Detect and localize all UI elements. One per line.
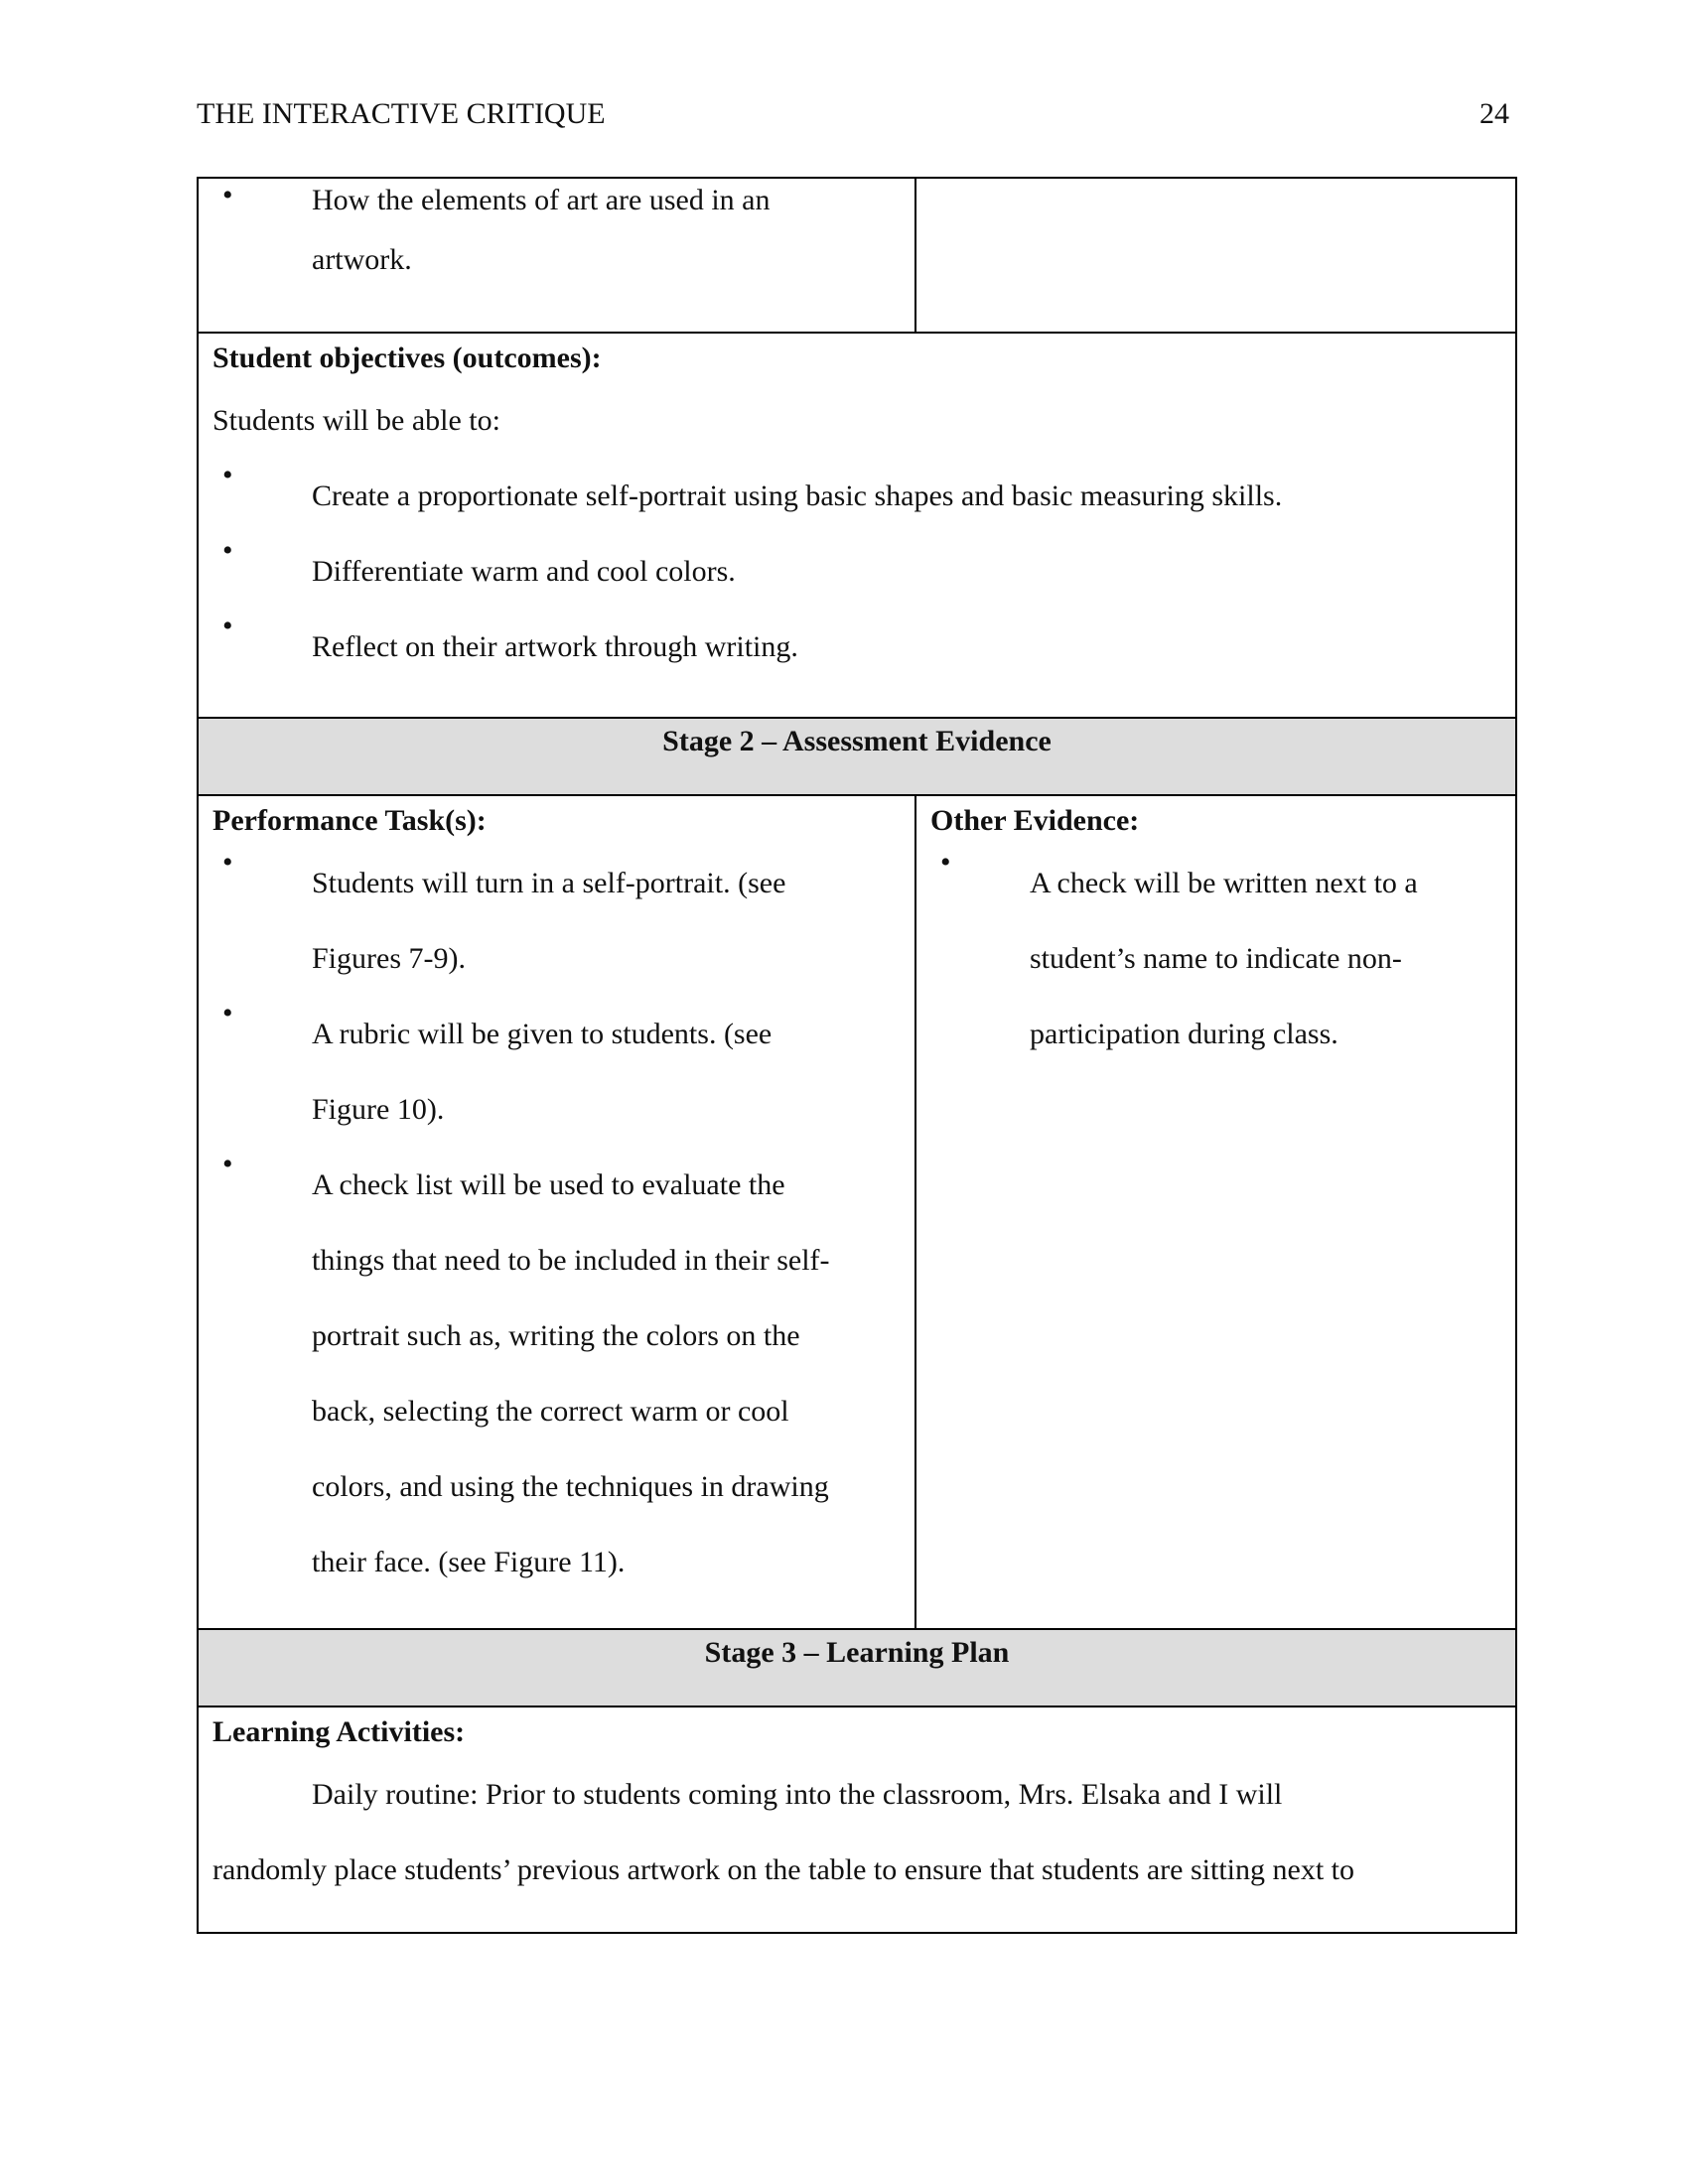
bullet-icon: • xyxy=(222,534,233,567)
list-item xyxy=(212,534,1501,610)
bullet-icon: • xyxy=(222,459,233,491)
running-title: THE INTERACTIVE CRITIQUE xyxy=(197,97,606,130)
list-item-line: Differentiate warm and cool colors. xyxy=(312,555,736,588)
stage2-title: Stage 2 – Assessment Evidence xyxy=(198,718,1516,795)
list-item-line: their face. (see Figure 11). xyxy=(312,1546,626,1578)
other-evidence-cell xyxy=(915,795,1516,1629)
stage2-header-row xyxy=(198,718,1516,795)
list-item xyxy=(930,846,1501,1072)
list-item-line: Create a proportionate self-portrait using basic shapes and basic measuring skills. xyxy=(312,479,1283,512)
list-item-line: participation during class. xyxy=(1030,1018,1338,1050)
objectives-intro: Students will be able to: xyxy=(212,404,500,437)
list-item-line: Figure 10). xyxy=(312,1093,445,1126)
continuation-left-cell xyxy=(198,178,915,333)
learning-activities-cell xyxy=(198,1706,1516,1933)
list-item xyxy=(212,610,1501,685)
stage3-title: Stage 3 – Learning Plan xyxy=(198,1629,1516,1706)
paragraph-line: Daily routine: Prior to students coming into the classroom, Mrs. Elsaka and I will xyxy=(312,1778,1283,1811)
list-item xyxy=(212,846,901,997)
objectives-heading: Student objectives (outcomes): xyxy=(212,341,602,374)
list-item-line: A check list will be used to evaluate the xyxy=(312,1168,785,1201)
stage3-header-row xyxy=(198,1629,1516,1706)
bullet-icon: • xyxy=(222,846,233,879)
lesson-plan-table xyxy=(197,177,1517,1934)
objectives-cell xyxy=(198,333,1516,718)
bullet-icon: • xyxy=(222,997,233,1029)
assessment-row xyxy=(198,795,1516,1629)
list-item-line: Reflect on their artwork through writing. xyxy=(312,630,798,663)
page-number: 24 xyxy=(1479,97,1509,130)
list-item-line: portrait such as, writing the colors on the xyxy=(312,1319,800,1352)
list-item-line: Figures 7-9). xyxy=(312,942,466,975)
learning-activities-row xyxy=(198,1706,1516,1933)
bullet-icon: • xyxy=(222,1148,233,1180)
performance-heading: Performance Task(s): xyxy=(212,804,487,837)
bullet-icon: • xyxy=(222,610,233,642)
list-item xyxy=(212,997,901,1148)
list-item-line: Students will turn in a self-portrait. (see xyxy=(312,867,786,899)
list-item-line: student’s name to indicate non- xyxy=(1030,942,1402,975)
bullet-icon: • xyxy=(940,846,951,879)
list-item-line: How the elements of art are used in an xyxy=(312,184,771,216)
paragraph-line: randomly place students’ previous artwork on the table to ensure that students are sitting next to xyxy=(212,1853,1354,1886)
list-item xyxy=(212,1148,901,1600)
objectives-row xyxy=(198,333,1516,718)
bullet-icon: • xyxy=(222,179,233,211)
list-item xyxy=(212,179,901,298)
continuation-row xyxy=(198,178,1516,333)
running-header xyxy=(197,97,1509,141)
list-item xyxy=(212,459,1501,534)
performance-cell xyxy=(198,795,915,1629)
other-evidence-heading: Other Evidence: xyxy=(930,804,1140,837)
learning-activities-heading: Learning Activities: xyxy=(212,1715,466,1748)
continuation-right-cell xyxy=(915,178,1516,333)
list-item-line: things that need to be included in their self- xyxy=(312,1244,830,1277)
list-item-line: colors, and using the techniques in drawing xyxy=(312,1470,829,1503)
list-item-line: artwork. xyxy=(312,243,412,276)
list-item-line: A rubric will be given to students. (see xyxy=(312,1018,773,1050)
list-item-line: A check will be written next to a xyxy=(1030,867,1418,899)
list-item-line: back, selecting the correct warm or cool xyxy=(312,1395,789,1428)
